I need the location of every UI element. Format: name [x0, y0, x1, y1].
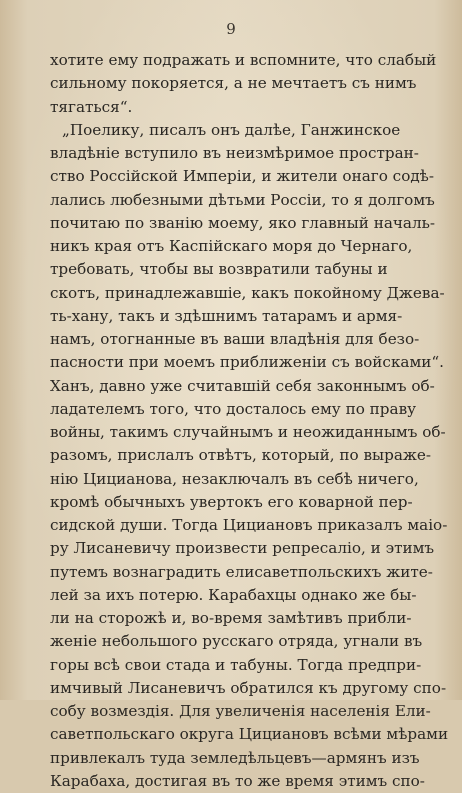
- body-text: [50, 49, 449, 793]
- text-line: путемъ вознаградить елисаветпольскихъ жите-: [50, 562, 433, 581]
- text-line: имчивый Лисаневичъ обратился къ другому спо-: [50, 678, 447, 697]
- text-line: почитаю по званію моему, яко главный началь-: [50, 213, 436, 232]
- text-line: хотите ему подражать и вспомните, что слабый: [50, 51, 437, 69]
- text-line: „Поелику, писалъ онъ далѣе, Ганжинское: [62, 120, 401, 139]
- text-line: скотъ, принадлежавшіе, какъ покойному Джева-: [50, 283, 445, 302]
- text-line: Ханъ, давно уже считавшій себя законнымъ об-: [50, 376, 435, 395]
- text-line: никъ края отъ Каспійскаго моря до Чернаго,: [50, 237, 413, 255]
- text-line: кромѣ обычныхъ увертокъ его коварной пер-: [50, 492, 413, 511]
- text-line: сидской души. Тогда Цициановъ приказалъ маіо-: [50, 516, 448, 534]
- text-line: ство Россійской Имперіи, и жители онаго содѣ-: [50, 167, 434, 186]
- text-line: горы всѣ свои стада и табуны. Тогда предпри-: [50, 655, 422, 674]
- text-line: привлекалъ туда земледѣльцевъ—армянъ изъ: [50, 748, 420, 767]
- text-line: требовать, чтобы вы возвратили табуны и: [50, 260, 388, 279]
- page-number: 9: [226, 20, 236, 38]
- text-line: владѣніе вступило въ неизмѣримое простран-: [50, 144, 419, 162]
- text-line: собу возмездія. Для увеличенія населенія Ели-: [50, 702, 431, 720]
- text-line: тягаться“.: [50, 97, 133, 116]
- text-line: ру Лисаневичу произвести репресаліо, и этимъ: [50, 539, 435, 558]
- text-line: пасности при моемъ приближеніи съ войсками“.: [50, 353, 445, 372]
- text-line: нію Цицианова, незаключалъ въ себѣ ничего,: [50, 469, 419, 488]
- text-line: Карабаха, достигая въ то же время этимъ спо-: [50, 771, 425, 790]
- text-line: разомъ, прислалъ отвѣтъ, который, по выраже-: [50, 446, 431, 465]
- text-line: ладателемъ того, что досталось ему по праву: [50, 399, 417, 418]
- text-line: лались любезными дѣтьми Россіи, то я долгомъ: [50, 190, 435, 209]
- text-line: саветпольскаго округа Цициановъ всѣми мѣрами: [50, 725, 449, 744]
- text-line: сильному покоряется, а не мечтаетъ съ нимъ: [50, 74, 417, 93]
- text-line: намъ, отогнанные въ ваши владѣнія для безо-: [50, 330, 420, 348]
- text-line: ть-хану, такъ и здѣшнимъ татарамъ и армя-: [50, 306, 403, 325]
- text-line: женіе небольшого русскаго отряда, угнали въ: [50, 632, 423, 651]
- text-line: лей за ихъ потерю. Карабахцы однако же бы-: [50, 585, 417, 604]
- text-line: ли на сторожѣ и, во-время замѣтивъ прибли-: [50, 609, 412, 627]
- text-line: войны, такимъ случайнымъ и неожиданнымъ об-: [50, 423, 446, 441]
